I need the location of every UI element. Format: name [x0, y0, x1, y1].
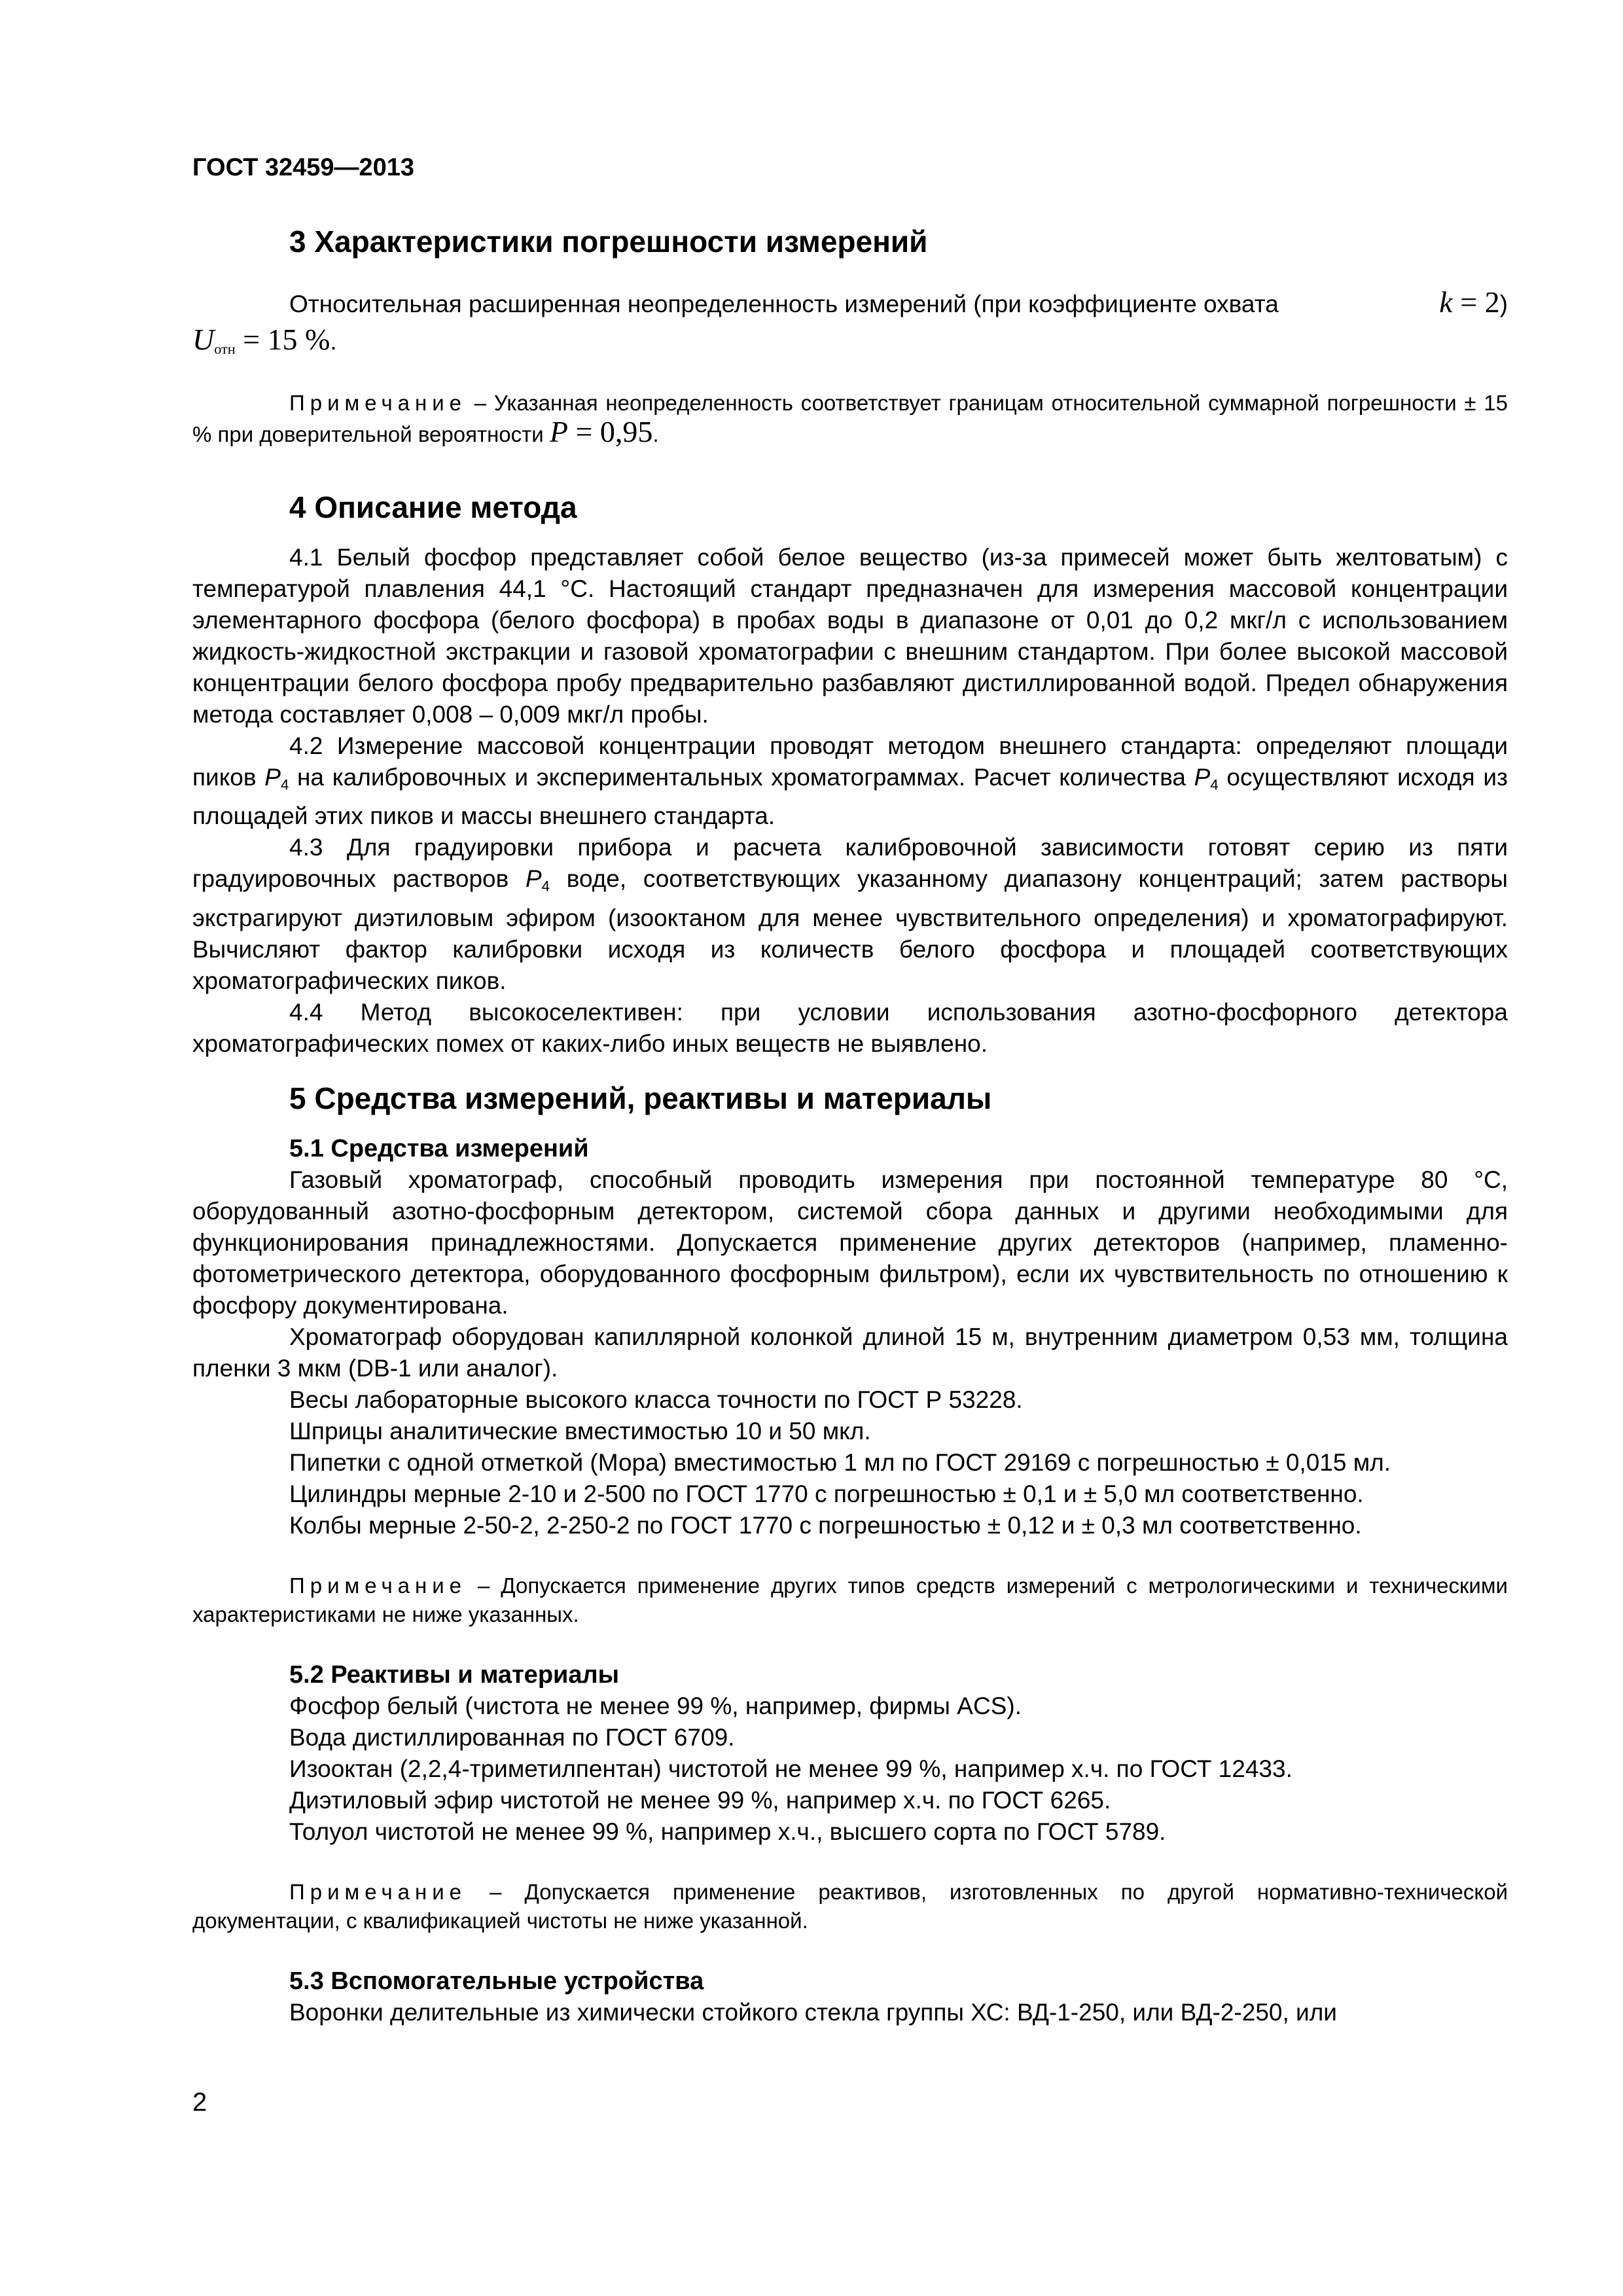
u-value: = 15 % [235, 323, 330, 356]
p4-symbol: P [264, 763, 281, 791]
subsection-5-1-note [192, 1571, 1508, 1629]
reagent-item: Изооктан (2,2,4-триметилпентан) чистотой не менее 99 %, например х.ч. по ГОСТ 12433. [289, 1755, 1293, 1782]
p4-symbol: P [525, 865, 542, 893]
paragraph-5-1-cylinders: Цилиндры мерные 2-10 и 2-500 по ГОСТ 1770 с погрешностью ± 0,1 и ± 5,0 мл соответственно. [289, 1480, 1364, 1507]
section-4-title: 4 Описание метода [289, 490, 577, 524]
subsection-5-2-note [192, 1878, 1508, 1935]
paragraph-5-3-funnels: Воронки делительные из химически стойкого стекла группы ХС: ВД-1-250, или ВД-2-250, или [289, 1998, 1337, 2026]
note-end: . [652, 422, 659, 446]
note-label: Примечание [289, 1879, 467, 1904]
reagent-item: Диэтиловый эфир чистотой не менее 99 %, например х.ч. по ГОСТ 6265. [289, 1786, 1111, 1814]
paragraph-5-1-column: Хроматограф оборудован капиллярной колонкой длиной 15 м, внутренним диаметром 0,53 мм, толщина пленки 3 мкм (DB-1 или аналог). [192, 1323, 1508, 1382]
page-content [192, 152, 1508, 2028]
k-close: ) [1499, 291, 1508, 317]
u-end: . [330, 328, 337, 355]
note-text: – Допускается применение реактивов, изготовленных по другой нормативно-технической документации, с квалификацией чистоты не ниже указанной. [192, 1879, 1508, 1933]
paragraph-5-1-chromatograph: Газовый хроматограф, способный проводить измерения при постоянной температуре 80 °С, оборудованный азотно-фосфорным детектором, системой сбора данных и другими необходимыми для функционирования принадлежностями. Допускается применение других детекторов (например, пламенно-фотометрического детектора, оборудованного фосфорным фильтром), если их чувствительность по отношению к фосфору документирована. [192, 1166, 1508, 1319]
u-subscript: отн [214, 340, 236, 357]
p4-symbol: P [1194, 763, 1211, 791]
reagent-item: Толуол чистотой не менее 99 %, например х.ч., высшего сорта по ГОСТ 5789. [289, 1818, 1166, 1845]
subsection-5-1-title: 5.1 Средства измерений [289, 1134, 589, 1162]
paragraph-5-1-pipettes: Пипетки с одной отметкой (Мора) вместимостью 1 мл по ГОСТ 29169 с погрешностью ± 0,015 мл. [289, 1448, 1391, 1476]
note-label: Примечание [289, 390, 467, 415]
section-3-paragraph [192, 287, 1508, 320]
k-symbol: k [1439, 285, 1453, 319]
uncertainty-formula [192, 320, 1508, 369]
section-5-title: 5 Средства измерений, реактивы и материалы [289, 1081, 992, 1115]
paragraph-4-2: 4.2 Измерение массовой концентрации проводят методом внешнего стандарта: определяют площади пиков $P_4$ на калибровочных и экспериментальных хроматограммах. Расчет количества $P_4$ осуществляют исходя из площадей этих пиков и массы внешнего стандарта. [192, 732, 1508, 830]
coverage-factor [1439, 287, 1508, 320]
subsection-5-3-title: 5.3 Вспомогательные устройства [289, 1967, 704, 1995]
paragraph-4-4: 4.4 Метод высокоселективен: при условии использования азотно-фосфорного детектора хроматографических помех от каких-либо иных веществ не выявлено. [192, 998, 1508, 1057]
u-symbol: U [192, 323, 215, 356]
note-label: Примечание [289, 1573, 467, 1598]
page-number: 2 [192, 2088, 207, 2117]
note-text: – Указанная неопределенность соответствует границам относительной суммарной погрешности ± 15 % при доверительной вероятности [192, 390, 1508, 446]
paragraph-4-3: 4.3 Для градуировки прибора и расчета калибровочной зависимости готовят серию из пяти градуировочных растворов $P_4$ воде, соответствующих указанному диапазону концентраций; затем растворы экстрагируют диэтиловым эфиром (изооктаном для менее чувствительного определения) и хроматографируют. Вычисляют фактор калибровки исходя из количеств белого фосфора и площадей соответствующих хроматографических пиков. [192, 834, 1508, 994]
uncertainty-text: Относительная расширенная неопределенность измерений (при коэффициенте охвата [289, 291, 1279, 317]
p-value: = 0,95 [567, 414, 653, 448]
section-3-title: 3 Характеристики погрешности измерений [289, 224, 928, 259]
k-value: = 2 [1452, 285, 1500, 319]
paragraph-4-1: 4.1 Белый фосфор представляет собой белое вещество (из-за примесей может быть желтоватым) с температурой плавления 44,1 °С. Настоящий стандарт предназначен для измерения массовой концентрации элементарного фосфора (белого фосфора) в пробах воды в диапазоне от 0,01 до 0,2 мкг/л с использованием жидкость-жидкостной экстракции и газовой хроматографии с внешним стандартом. При более высокой массовой концентрации белого фосфора пробу предварительно разбавляют дистиллированной водой. Предел обнаружения метода составляет 0,008 – 0,009 мкг/л пробы. [192, 543, 1508, 728]
reagent-item: Вода дистиллированная по ГОСТ 6709. [289, 1723, 735, 1751]
subsection-5-2-title: 5.2 Реактивы и материалы [289, 1660, 620, 1689]
section-3-note [192, 389, 1508, 449]
p-symbol: P [549, 414, 568, 448]
paragraph-5-1-syringes: Шприцы аналитические вместимостью 10 и 50 мкл. [289, 1417, 871, 1444]
paragraph-5-1-flasks: Колбы мерные 2-50-2, 2-250-2 по ГОСТ 1770 с погрешностью ± 0,12 и ± 0,3 мл соответственно. [289, 1511, 1362, 1539]
note-text: – Допускается применение других типов средств измерений с метрологическими и техническими характеристиками не ниже указанных. [192, 1573, 1508, 1626]
reagent-item: Фосфор белый (чистота не менее 99 %, например, фирмы ACS). [289, 1692, 1022, 1719]
document-code-header: ГОСТ 32459—2013 [192, 154, 415, 181]
paragraph-5-1-scales: Весы лабораторные высокого класса точности по ГОСТ Р 53228. [289, 1386, 1023, 1413]
